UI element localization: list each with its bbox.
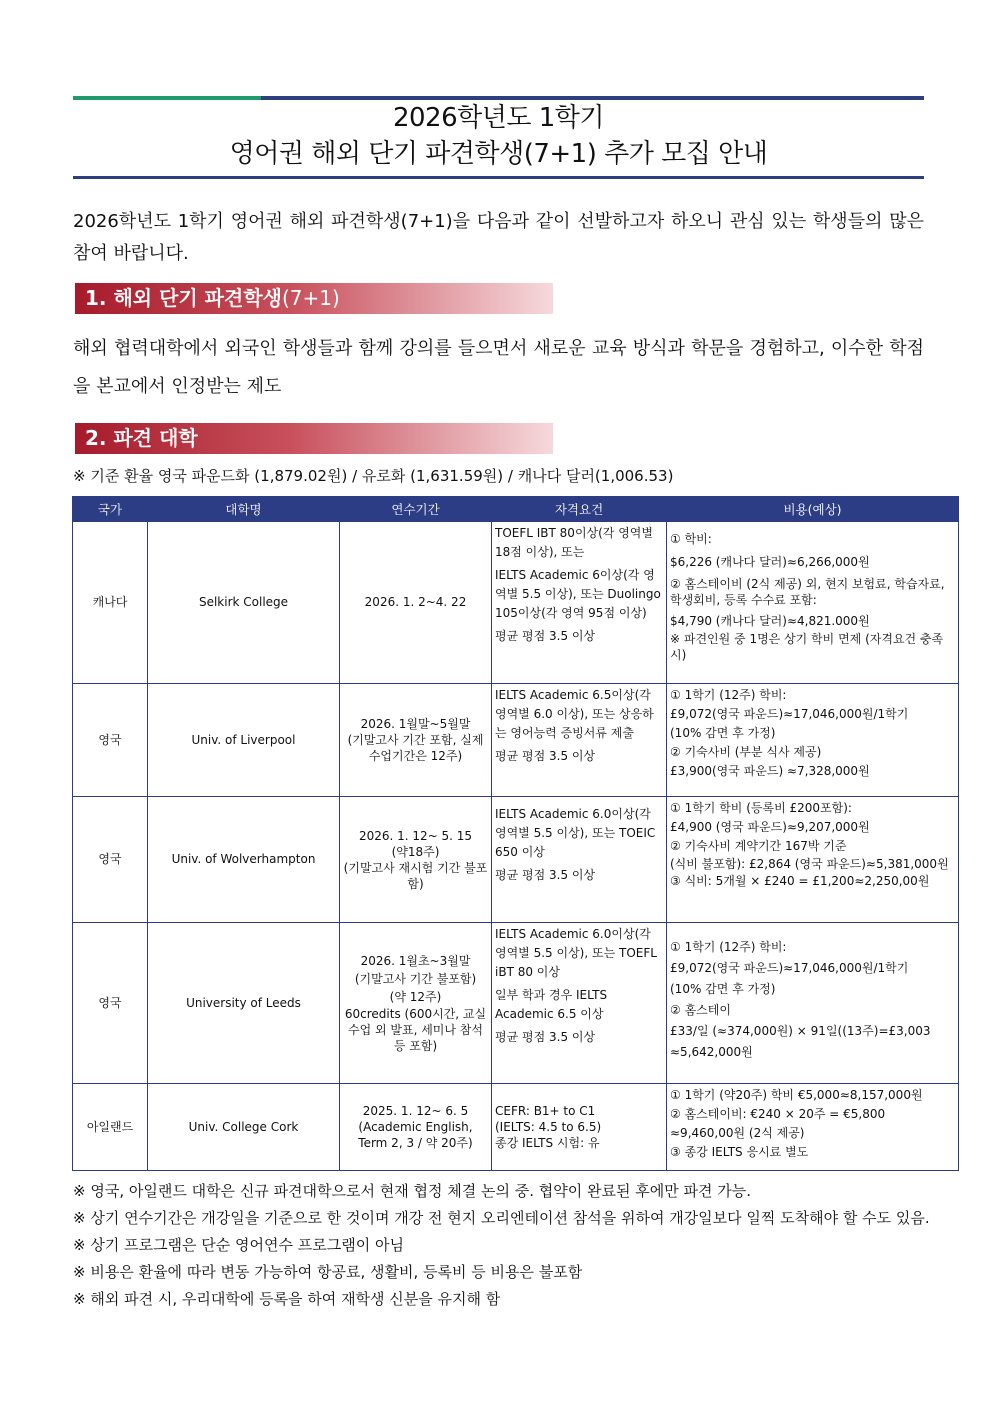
period-line: 2026. 1월초~3월말 — [360, 954, 471, 968]
requirement-line: IELTS Academic 6이상(각 영역별 5.5 이상), 또는 Duolingo 105이상(각 영역 95점 이상) — [495, 568, 661, 620]
requirement-line: CEFR: B1+ to C1 — [495, 1104, 596, 1118]
period-line: (약 12주) — [389, 990, 442, 1004]
cell-costs — [667, 684, 959, 797]
header-university: 대학명 — [148, 497, 340, 522]
table-row — [73, 1084, 959, 1171]
cell-country: 캐나다 — [73, 522, 148, 684]
cost-line: ② 기숙사비 (부분 식사 제공) — [670, 745, 822, 759]
note-item: ※ 상기 프로그램은 단순 영어연수 프로그램이 아님 — [73, 1236, 404, 1254]
cost-line: £4,900 (영국 파운드)≈9,207,000원 — [670, 820, 870, 834]
cost-line: £3,900(영국 파운드) ≈7,328,000원 — [670, 764, 870, 778]
header-country: 국가 — [73, 497, 148, 522]
cell-university: Univ. College Cork — [148, 1084, 340, 1171]
cell-requirements — [492, 522, 667, 684]
cost-line: ② 홈스테이 — [670, 1003, 731, 1017]
cell-university: Selkirk College — [148, 522, 340, 684]
requirement-line: 일부 학과 경우 IELTS Academic 6.5 이상 — [495, 988, 608, 1021]
notes-list — [73, 1178, 933, 1313]
requirement-line: 평균 평점 3.5 이상 — [495, 1030, 596, 1044]
cell-requirements — [492, 923, 667, 1084]
cell-university: Univ. of Liverpool — [148, 684, 340, 797]
cost-line: ① 1학기 (12주) 학비: — [670, 688, 787, 702]
note-item: ※ 해외 파견 시, 우리대학에 등록을 하여 재학생 신분을 유지해 함 — [73, 1290, 501, 1308]
cell-country: 아일랜드 — [73, 1084, 148, 1171]
requirement-line: IELTS Academic 6.5이상(각 영역별 6.0 이상), 또는 상응하는 영어능력 증빙서류 제출 — [495, 688, 654, 740]
section-1-heading-paren: (7+1) — [281, 286, 340, 310]
cost-line: ② 홈스테이비: €240 × 20주 = €5,800 — [670, 1107, 886, 1121]
period-line: 2026. 1월말~5월말 — [360, 717, 471, 731]
requirement-line: IELTS Academic 6.0이상(각 영역별 5.5 이상), 또는 TOEIC 650 이상 — [495, 807, 656, 859]
title-line-2: 영어권 해외 단기 파견학생(7+1) 추가 모집 안내 — [229, 139, 768, 169]
page-title — [73, 100, 924, 172]
note-item: ※ 상기 연수기간은 개강일을 기준으로 한 것이며 개강 전 현지 오리엔테이션 참석을 위하여 개강일보다 일찍 도착해야 할 수도 있음. — [73, 1209, 930, 1227]
requirement-line: 평균 평점 3.5 이상 — [495, 868, 596, 882]
table-header-row — [73, 497, 959, 522]
note-item: ※ 비용은 환율에 따라 변동 가능하여 항공료, 생활비, 등록비 등 비용은 불포함 — [73, 1263, 583, 1281]
title-bottom-rule — [73, 176, 924, 179]
period-line: (기말고사 기간 포함, 실제 수업기간은 12주) — [347, 733, 484, 763]
header-requirements: 자격요건 — [492, 497, 667, 522]
cell-requirements — [492, 797, 667, 923]
period-line: 2025. 1. 12~ 6. 5 — [362, 1104, 469, 1118]
cost-line: ② 홈스테이비 (2식 제공) 외, 현지 보험료, 학습자료, 학생회비, 등록 수수료 포함: — [670, 577, 945, 607]
note-item: ※ 영국, 아일랜드 대학은 신규 파견대학으로서 현재 협정 체결 논의 중. 협약이 완료된 후에만 파견 가능. — [73, 1182, 751, 1200]
cell-costs — [667, 923, 959, 1084]
section-2-heading: 2. 파견 대학 — [75, 423, 553, 454]
period-line: (약18주) — [391, 844, 440, 859]
period-line: 2026. 1. 2~4. 22 — [364, 595, 467, 609]
cell-requirements — [492, 684, 667, 797]
table-row — [73, 522, 959, 684]
cost-line: ① 1학기 (12주) 학비: — [670, 940, 787, 954]
cell-country: 영국 — [73, 797, 148, 923]
requirement-line: IELTS Academic 6.0이상(각 영역별 5.5 이상), 또는 TOEFL iBT 80 이상 — [495, 927, 657, 979]
cost-line: ① 1학기 학비 (등록비 £200포함): — [670, 801, 852, 815]
cell-costs — [667, 1084, 959, 1171]
period-line: 60credits (600시간, 교실 수업 외 발표, 세미나 참석 등 포함) — [344, 1007, 487, 1053]
title-line-1: 2026학년도 1학기 — [392, 103, 605, 133]
period-line: 2026. 1. 12~ 5. 15 — [358, 828, 473, 843]
header-costs: 비용(예상) — [667, 497, 959, 522]
cell-country: 영국 — [73, 923, 148, 1084]
cost-line: $4,790 (캐나다 달러)≈4,821.000원 — [670, 614, 870, 628]
cost-line: ① 학비: — [670, 532, 712, 546]
cell-period — [340, 923, 492, 1084]
cost-line: (10% 감면 후 가정) — [670, 982, 776, 996]
cost-line: ③ 종강 IELTS 응시료 별도 — [670, 1145, 809, 1159]
cost-line: (식비 불포함): £2,864 (영국 파운드)≈5,381,000원 — [670, 857, 949, 871]
requirement-line: 평균 평점 3.5 이상 — [495, 749, 596, 763]
cell-requirements — [492, 1084, 667, 1171]
period-line: (기말고사 재시험 기간 불포함) — [343, 860, 488, 891]
cost-line: £9,072(영국 파운드)≈17,046,000원/1학기 — [670, 707, 909, 721]
period-line: (Academic English, Term 2, 3 / 약 20주) — [358, 1120, 473, 1150]
cell-period — [340, 797, 492, 923]
period-line: (기말고사 기간 불포함) — [354, 972, 477, 986]
section-1-heading — [75, 283, 553, 314]
cell-period — [340, 684, 492, 797]
section-1-body: 해외 협력대학에서 외국인 학생들과 함께 강의를 들으면서 새로운 교육 방식과 학문을 경험하고, 이수한 학점을 본교에서 인정받는 제도 — [73, 338, 924, 397]
table-row — [73, 684, 959, 797]
section-1-heading-main: 1. 해외 단기 파견학생 — [85, 286, 282, 310]
cell-costs — [667, 797, 959, 923]
cost-line: £9,072(영국 파운드)≈17,046,000원/1학기 — [670, 961, 909, 975]
intro-paragraph: 2026학년도 1학기 영어권 해외 파견학생(7+1)을 다음과 같이 선발하고자 하오니 관심 있는 학생들의 많은 참여 바랍니다. — [73, 211, 924, 264]
header-period: 연수기간 — [340, 497, 492, 522]
requirement-line: (IELTS: 4.5 to 6.5) — [495, 1120, 602, 1134]
cost-line: ≈9,460,00원 (2식 제공) — [670, 1126, 805, 1140]
requirement-line: 종강 IELTS 시험: 유 — [495, 1136, 600, 1150]
requirement-line: TOEFL IBT 80이상(각 영역별 18점 이상), 또는 — [495, 526, 653, 559]
cost-line: ※ 파견인원 중 1명은 상기 학비 면제 (자격요건 충족 시) — [670, 632, 944, 662]
cost-line: ③ 식비: 5개월 × £240 = £1,200≈2,250,00원 — [670, 874, 930, 888]
cost-line: ① 1학기 (약20주) 학비 €5,000≈8,157,000원 — [670, 1088, 923, 1102]
cell-period — [340, 522, 492, 684]
cell-university: Univ. of Wolverhampton — [148, 797, 340, 923]
table-row — [73, 797, 959, 923]
requirement-line: 평균 평점 3.5 이상 — [495, 629, 596, 643]
cost-line: $6,226 (캐나다 달러)≈6,266,000원 — [670, 555, 870, 569]
cell-costs — [667, 522, 959, 684]
cost-line: ② 기숙사비 계약기간 167박 기준 — [670, 839, 847, 853]
cell-university: University of Leeds — [148, 923, 340, 1084]
exchange-rate-note: ※ 기준 환율 영국 파운드화 (1,879.02원) / 유로화 (1,631.59원) / 캐나다 달러(1,006.53) — [73, 467, 674, 485]
university-table — [72, 496, 959, 1171]
cost-line: £33/일 (≈374,000원) × 91일((13주)=£3,003 — [670, 1024, 931, 1038]
cell-period — [340, 1084, 492, 1171]
table-row — [73, 923, 959, 1084]
cost-line: ≈5,642,000원 — [670, 1045, 753, 1059]
cell-country: 영국 — [73, 684, 148, 797]
cost-line: (10% 감면 후 가정) — [670, 726, 776, 740]
